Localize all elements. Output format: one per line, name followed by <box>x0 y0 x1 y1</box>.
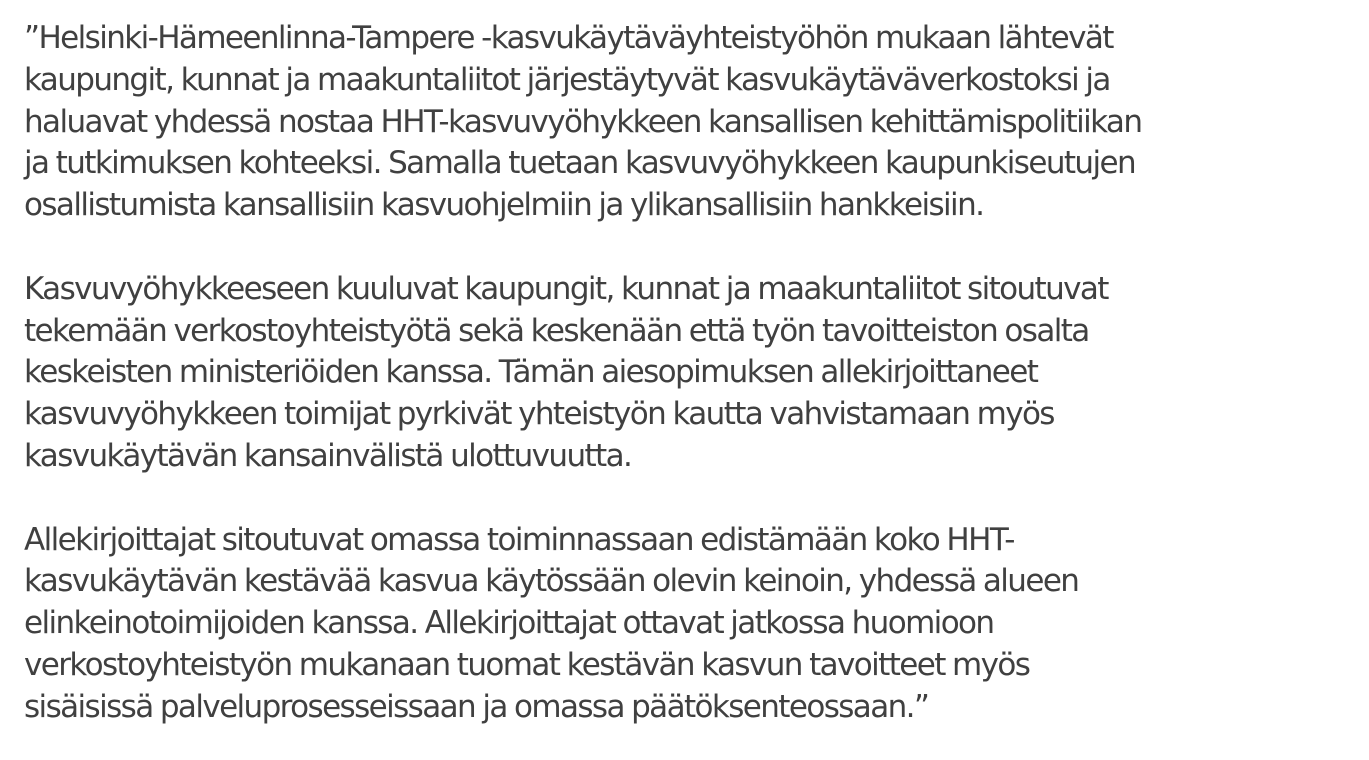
paragraph-line: sisäisissä palveluprosesseissaan ja omassa päätöksenteossaan.” <box>24 688 929 725</box>
paragraph-line: ”Helsinki-Hämeenlinna-Tampere -kasvukäytäväyhteistyöhön mukaan lähtevät <box>24 20 1113 56</box>
paragraph-line: keskeisten ministeriöiden kanssa. Tämän aiesopimuksen allekirjoittaneet <box>24 354 1038 391</box>
paragraph-3 <box>24 520 1357 729</box>
paragraph-line: verkostoyhteistyön mukanaan tuomat kestävän kasvun tavoitteet myös <box>24 646 1030 683</box>
paragraph-line: ja tutkimuksen kohteeksi. Samalla tuetaan kasvuvyöhykkeen kaupunkiseutujen <box>24 145 1135 182</box>
paragraph-line: elinkeinotoimijoiden kanssa. Allekirjoittajat ottavat jatkossa huomioon <box>24 605 994 642</box>
paragraph-line: haluavat yhdessä nostaa HHT-kasvuvyöhykkeen kansallisen kehittämispolitiikan <box>24 103 1142 140</box>
paragraph-line: Allekirjoittajat sitoutuvat omassa toiminnassaan edistämään koko HHT- <box>24 521 1014 558</box>
paragraph-gap <box>24 478 1357 520</box>
paragraph-line: kasvukäytävän kestävää kasvua käytössään olevin keinoin, yhdessä alueen <box>24 563 1079 600</box>
paragraph-2 <box>24 269 1357 478</box>
paragraph-line: kaupungit, kunnat ja maakuntaliitot järjestäytyvät kasvukäytäväverkostoksi ja <box>24 61 1110 98</box>
paragraph-line: kasvuvyöhykkeen toimijat pyrkivät yhteistyön kautta vahvistamaan myös <box>24 396 1054 433</box>
paragraph-line: tekemään verkostoyhteistyötä sekä keskenään että työn tavoitteiston osalta <box>24 312 1089 349</box>
paragraph-gap <box>24 227 1357 269</box>
paragraph-line: osallistumista kansallisiin kasvuohjelmiin ja ylikansallisiin hankkeisiin. <box>24 187 984 224</box>
paragraph-line: Kasvuvyöhykkeeseen kuuluvat kaupungit, kunnat ja maakuntaliitot sitoutuvat <box>24 270 1108 307</box>
paragraph-line: kasvukäytävän kansainvälistä ulottuvuutta. <box>24 437 632 474</box>
paragraph-1 <box>24 18 1357 227</box>
